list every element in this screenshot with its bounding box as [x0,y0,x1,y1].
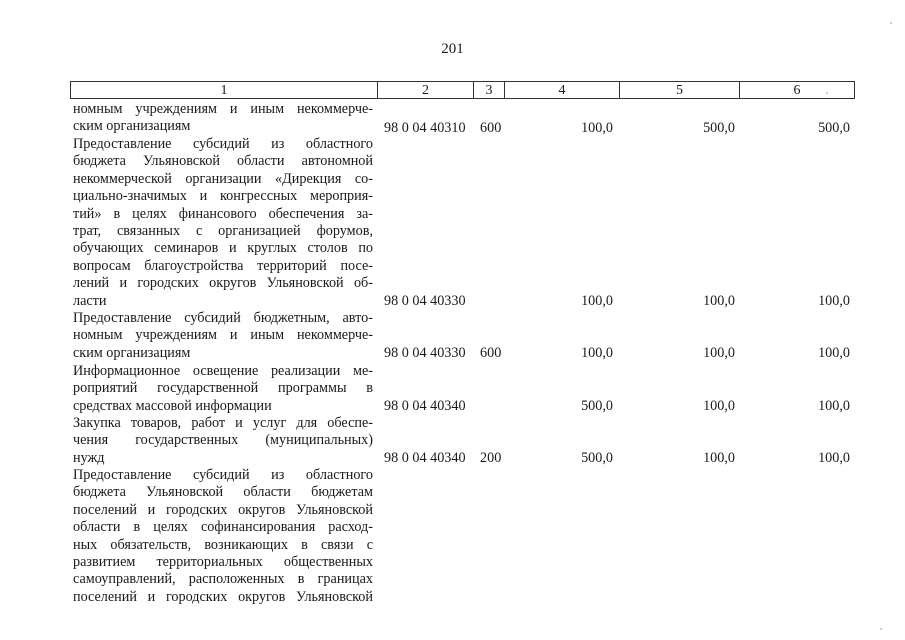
description-line: чения государственных (муниципальных) [73,432,373,449]
header-col-5: 5 [620,82,740,98]
description-line: бюджета Ульяновской области автономной [73,153,373,170]
description-line: Предоставление субсидий из областного [73,136,373,152]
value-col-5: 500,0 [703,120,735,136]
row-values [73,293,858,311]
target-code: 98 0 04 40310 [384,120,466,136]
description-line: тий» в целях финансового обеспечения за- [73,205,373,222]
expense-type: 600 [480,120,502,136]
description-line: Информационное освещение реализации ме- [73,363,373,379]
description-line: Закупка товаров, работ и услуг для обеспе- [73,415,373,431]
description-line: номным учреждениям и иным некоммерче- [73,101,373,117]
value-col-4: 100,0 [581,293,613,309]
scan-speck [890,22,892,24]
row-values [73,345,858,363]
row-values [73,450,858,468]
value-col-5: 100,0 [703,293,735,309]
row-description [73,136,373,310]
row-description [73,467,373,606]
target-code: 98 0 04 40340 [384,398,466,414]
value-col-4: 100,0 [581,345,613,361]
scan-speck [826,92,828,94]
expense-type: 600 [480,345,502,361]
description-line: ных обязательств, возникающих в связи с [73,536,373,553]
table-header [70,81,855,99]
target-code: 98 0 04 40330 [384,345,466,361]
page-number: 201 [441,41,464,57]
description-line: ским организациям [73,118,191,135]
row-values [73,398,858,416]
description-line: номным учреждениям и иным некоммерче- [73,327,373,344]
header-col-1: 1 [71,82,378,98]
description-line: лений и городских округов Ульяновской об- [73,275,373,292]
description-line: поселений и городских округов Ульяновской [73,501,373,518]
description-line: циально-значимых и конгрессных мероприя- [73,188,373,205]
description-line: поселений и городских округов Ульяновской [73,588,373,605]
header-col-2: 2 [378,82,474,98]
description-line: области в целях софинансирования расход- [73,519,373,536]
description-line: развитием территориальных общественных [73,554,373,571]
description-line: нужд [73,449,105,466]
value-col-6: 100,0 [818,345,850,361]
description-line: обучающих семинаров и круглых столов по [73,240,373,257]
value-col-5: 100,0 [703,450,735,466]
value-col-6: 100,0 [818,398,850,414]
header-col-3: 3 [474,82,505,98]
header-col-4: 4 [505,82,620,98]
expense-type: 200 [480,450,502,466]
description-line: роприятий государственной программы в [73,380,373,397]
target-code: 98 0 04 40330 [384,293,466,309]
description-line: ским организациям [73,344,191,361]
value-col-5: 100,0 [703,398,735,414]
description-line: вопросам благоустройства территорий посе- [73,257,373,274]
value-col-6: 100,0 [818,450,850,466]
value-col-4: 500,0 [581,450,613,466]
header-col-6: 6 [793,83,801,98]
description-line: самоуправлений, расположенных в границах [73,571,373,588]
scan-speck [880,628,882,630]
value-col-5: 100,0 [703,345,735,361]
value-col-6: 100,0 [818,293,850,309]
description-line: бюджета Ульяновской области бюджетам [73,484,373,501]
description-line: средствах массовой информации [73,397,272,414]
target-code: 98 0 04 40340 [384,450,466,466]
description-line: некоммерческой организации «Дирекция со- [73,170,373,187]
value-col-4: 100,0 [581,120,613,136]
description-line: Предоставление субсидий бюджетным, авто- [73,310,373,326]
description-line: ласти [73,292,107,309]
description-line: трат, связанных с организацией форумов, [73,223,373,240]
value-col-6: 500,0 [818,120,850,136]
value-col-4: 500,0 [581,398,613,414]
description-line: Предоставление субсидий из областного [73,467,373,483]
